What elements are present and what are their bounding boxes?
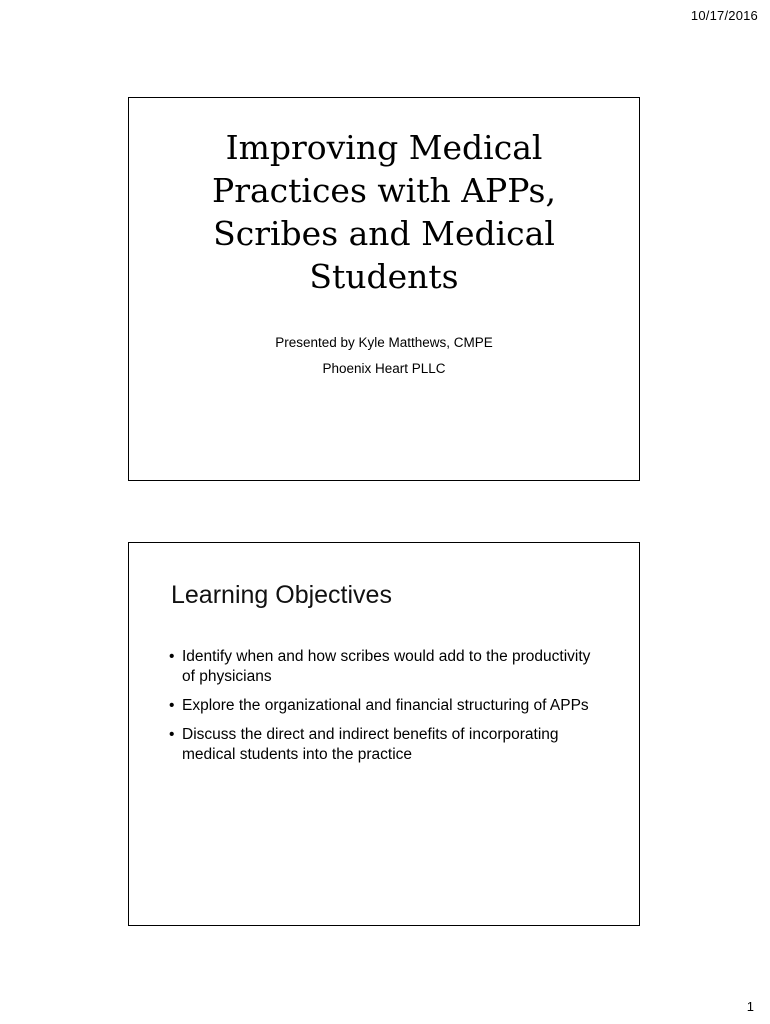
slide-title-heading: Improving Medical Practices with APPs, Scribes and Medical Students [212, 128, 556, 296]
objectives-list [169, 647, 599, 774]
slide-learning-objectives [128, 542, 640, 926]
page-number: 1 [746, 999, 754, 1014]
objective-text: Discuss the direct and indirect benefits of incorporating medical students into the practice [182, 726, 559, 763]
slide-subtitle [129, 330, 639, 382]
bullet-dot-icon: • [169, 726, 175, 743]
objective-text: Explore the organizational and financial structuring of APPs [182, 697, 589, 714]
list-item [169, 647, 599, 687]
organization-line: Phoenix Heart PLLC [322, 361, 446, 376]
objective-text: Identify when and how scribes would add to the productivity of physicians [182, 648, 591, 685]
presenter-line: Presented by Kyle Matthews, CMPE [275, 335, 493, 350]
objectives-heading: Learning Objectives [171, 581, 392, 609]
list-item [169, 725, 599, 765]
page-date: 10/17/2016 [690, 8, 758, 23]
bullet-dot-icon: • [169, 697, 175, 714]
list-item [169, 696, 599, 716]
bullet-dot-icon: • [169, 648, 175, 665]
slide-title [128, 97, 640, 481]
